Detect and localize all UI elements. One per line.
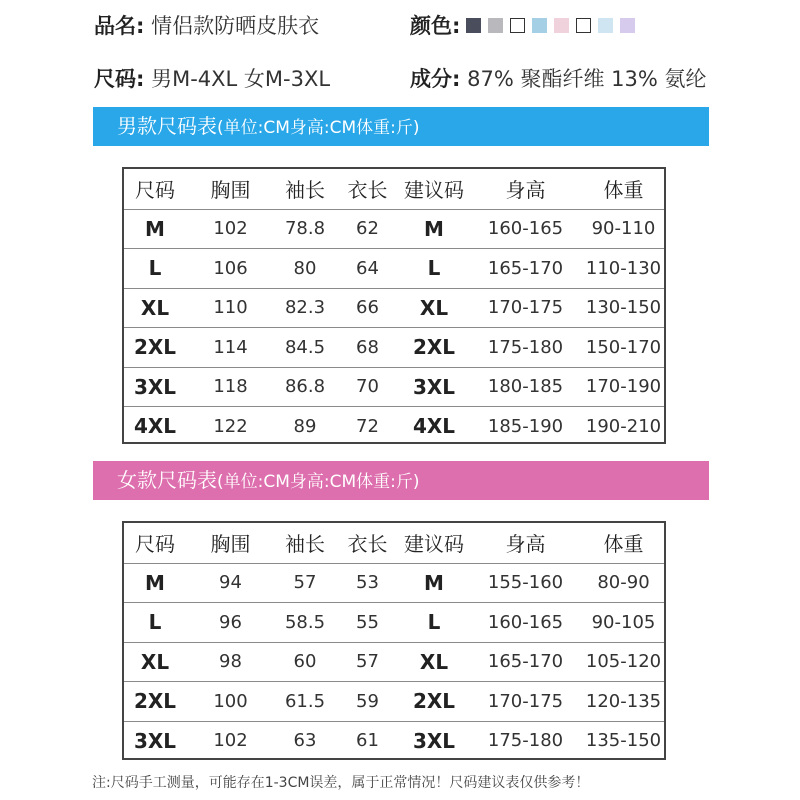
color-label: 颜色: <box>410 14 461 38</box>
table-cell: 160-165 <box>487 218 564 240</box>
table-cell: 190-210 <box>585 415 662 437</box>
table-cell: 58.5 <box>284 611 326 633</box>
color-swatch <box>620 18 635 33</box>
column-header: 衣长 <box>347 532 388 557</box>
table-row <box>124 288 664 328</box>
women-size-table <box>122 521 666 760</box>
table-cell: 175-180 <box>487 730 564 752</box>
men-size-chart-banner <box>93 107 709 146</box>
product-name-row <box>94 10 319 40</box>
table-cell: 102 <box>213 218 248 240</box>
table-cell: 72 <box>356 415 379 437</box>
table-cell: L <box>427 256 441 281</box>
table-cell: 175-180 <box>487 336 564 358</box>
column-header: 衣长 <box>347 178 388 203</box>
table-cell: L <box>148 256 162 281</box>
table-cell: XL <box>140 649 170 674</box>
table-cell: M <box>424 216 444 241</box>
table-cell: 4XL <box>412 414 456 439</box>
table-cell: M <box>424 570 444 595</box>
table-cell: XL <box>419 649 449 674</box>
table-cell: 170-190 <box>585 376 662 398</box>
product-name-label: 品名: <box>94 14 145 38</box>
table-cell: 105-120 <box>585 651 662 673</box>
table-header-row <box>124 523 664 563</box>
table-cell: 165-170 <box>487 257 564 279</box>
men-chart-title: 男款尺码表 <box>117 114 217 138</box>
table-cell: XL <box>140 295 170 320</box>
table-cell: 165-170 <box>487 651 564 673</box>
men-size-table <box>122 167 666 444</box>
measurement-note: 注:尺码手工测量，可能存在1-3CM误差，属于正常情况！尺码建议表仅供参考！ <box>92 775 590 791</box>
column-header: 身高 <box>505 178 546 203</box>
table-row <box>124 642 664 682</box>
women-size-chart-banner <box>93 461 709 500</box>
table-cell: 110-130 <box>585 257 662 279</box>
table-cell: 3XL <box>133 728 177 753</box>
table-row <box>124 681 664 721</box>
men-chart-unit: (单位:CM身高:CM体重:斤) <box>217 118 420 138</box>
color-swatch <box>466 18 481 33</box>
color-swatch <box>554 18 569 33</box>
table-cell: 90-105 <box>591 611 656 633</box>
column-header: 袖长 <box>285 178 325 203</box>
table-row <box>124 209 664 249</box>
column-header: 身高 <box>505 532 546 557</box>
table-cell: 118 <box>213 376 248 398</box>
color-swatch <box>598 18 613 33</box>
table-cell: L <box>148 610 162 635</box>
table-cell: 61.5 <box>284 690 326 712</box>
table-cell: 155-160 <box>487 572 564 594</box>
table-cell: 170-175 <box>487 690 564 712</box>
column-header: 体重 <box>603 532 644 557</box>
column-header: 胸围 <box>210 532 251 557</box>
table-cell: 110 <box>213 297 248 319</box>
table-cell: 106 <box>213 257 248 279</box>
table-cell: 89 <box>293 415 317 437</box>
size-range-value: 男M-4XL 女M-3XL <box>151 67 331 91</box>
table-cell: 2XL <box>133 335 177 360</box>
size-range-row <box>94 63 330 93</box>
column-header: 体重 <box>603 178 644 203</box>
material-row <box>410 63 706 93</box>
table-cell: 120-135 <box>585 690 662 712</box>
column-header: 尺码 <box>135 532 175 557</box>
table-cell: 130-150 <box>585 297 662 319</box>
table-row <box>124 248 664 288</box>
table-cell: 160-165 <box>487 611 564 633</box>
color-row <box>410 10 642 40</box>
table-cell: 100 <box>213 690 248 712</box>
table-cell: 135-150 <box>585 730 662 752</box>
table-row <box>124 563 664 603</box>
table-cell: 64 <box>356 257 379 279</box>
table-cell: 3XL <box>412 374 456 399</box>
product-name-value: 情侣款防晒皮肤衣 <box>151 14 320 38</box>
table-cell: 66 <box>356 297 379 319</box>
table-cell: 60 <box>293 651 317 673</box>
table-cell: 70 <box>356 376 379 398</box>
table-row <box>124 367 664 407</box>
table-cell: 61 <box>356 730 379 752</box>
table-cell: 3XL <box>133 374 177 399</box>
table-cell: 180-185 <box>487 376 564 398</box>
table-cell: 122 <box>213 415 248 437</box>
table-cell: 57 <box>293 572 317 594</box>
color-swatch <box>510 18 525 33</box>
table-cell: 80-90 <box>597 572 650 594</box>
size-range-label: 尺码: <box>94 67 145 91</box>
column-header: 胸围 <box>210 178 251 203</box>
table-cell: 78.8 <box>284 218 326 240</box>
table-cell: 98 <box>219 651 242 673</box>
table-cell: 84.5 <box>284 336 326 358</box>
column-header: 建议码 <box>404 178 464 203</box>
color-swatch <box>576 18 591 33</box>
material-value: 87% 聚酯纤维 13% 氨纶 <box>467 67 707 91</box>
column-header: 袖长 <box>285 532 325 557</box>
table-cell: 170-175 <box>487 297 564 319</box>
table-cell: 68 <box>356 336 379 358</box>
table-cell: 96 <box>219 611 242 633</box>
table-cell: 59 <box>356 690 379 712</box>
table-cell: 2XL <box>412 689 456 714</box>
color-swatches <box>466 18 642 33</box>
table-cell: 80 <box>293 257 317 279</box>
table-cell: 94 <box>219 572 242 594</box>
color-swatch <box>488 18 503 33</box>
table-cell: 2XL <box>133 689 177 714</box>
table-cell: 4XL <box>133 414 177 439</box>
column-header: 尺码 <box>135 178 175 203</box>
table-row <box>124 602 664 642</box>
material-label: 成分: <box>410 67 461 91</box>
column-header: 建议码 <box>404 532 464 557</box>
table-cell: 82.3 <box>284 297 326 319</box>
table-cell: M <box>145 216 165 241</box>
table-cell: 55 <box>356 611 379 633</box>
table-cell: 53 <box>356 572 379 594</box>
table-row <box>124 406 664 446</box>
table-cell: 2XL <box>412 335 456 360</box>
table-cell: 90-110 <box>591 218 656 240</box>
table-cell: L <box>427 610 441 635</box>
table-row <box>124 327 664 367</box>
table-cell: 150-170 <box>585 336 662 358</box>
table-cell: 185-190 <box>487 415 564 437</box>
table-cell: 62 <box>356 218 379 240</box>
table-row <box>124 721 664 761</box>
women-chart-title: 女款尺码表 <box>117 468 217 492</box>
table-cell: M <box>145 570 165 595</box>
table-header-row <box>124 169 664 209</box>
table-cell: 63 <box>293 730 317 752</box>
table-cell: XL <box>419 295 449 320</box>
women-chart-unit: (单位:CM身高:CM体重:斤) <box>217 472 420 492</box>
table-cell: 102 <box>213 730 248 752</box>
table-cell: 86.8 <box>284 376 326 398</box>
table-cell: 57 <box>356 651 379 673</box>
table-cell: 114 <box>213 336 248 358</box>
color-swatch <box>532 18 547 33</box>
table-cell: 3XL <box>412 728 456 753</box>
